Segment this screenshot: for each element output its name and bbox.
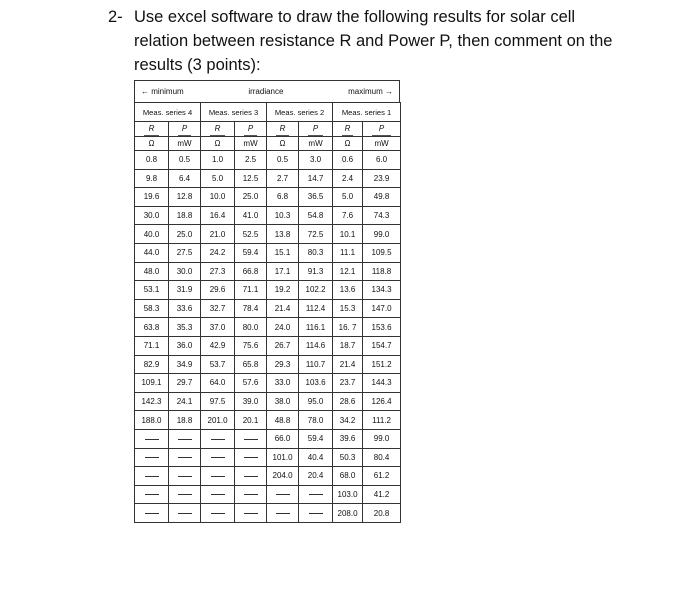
table-cell: 80.4 <box>363 448 401 467</box>
table-cell: 9.8 <box>135 169 169 188</box>
table-cell <box>235 448 267 467</box>
table-row <box>135 355 401 374</box>
table-cell: 0.6 <box>333 151 363 170</box>
table-cell: 7.6 <box>333 206 363 225</box>
table-cell: 37.0 <box>201 318 235 337</box>
table-cell: 3.0 <box>299 151 333 170</box>
table-cell: 48.8 <box>267 411 299 430</box>
table-cell: 0.8 <box>135 151 169 170</box>
table-cell: 66.8 <box>235 262 267 281</box>
table-cell: 33.6 <box>169 299 201 318</box>
table-cell: 66.0 <box>267 429 299 448</box>
table-cell: 10.0 <box>201 188 235 207</box>
table-row <box>135 299 401 318</box>
table-cell: 53.1 <box>135 281 169 300</box>
table-cell <box>169 504 201 523</box>
table-cell: 153.6 <box>363 318 401 337</box>
empty-dash <box>145 513 159 514</box>
empty-dash <box>178 513 192 514</box>
table-cell: 188.0 <box>135 411 169 430</box>
table-row <box>135 225 401 244</box>
var-header-p: P <box>235 122 267 137</box>
series-header: Meas. series 3 <box>201 103 267 122</box>
table-cell: 41.0 <box>235 206 267 225</box>
table-cell: 15.3 <box>333 299 363 318</box>
empty-dash <box>178 476 192 477</box>
table-cell: 10.3 <box>267 206 299 225</box>
table-cell: 34.9 <box>169 355 201 374</box>
table-cell: 26.7 <box>267 336 299 355</box>
table-cell <box>267 504 299 523</box>
table-cell: 23.7 <box>333 374 363 393</box>
table-cell <box>135 504 169 523</box>
table-cell: 110.7 <box>299 355 333 374</box>
table-cell: 53.7 <box>201 355 235 374</box>
table-cell: 27.3 <box>201 262 235 281</box>
table-cell: 21.4 <box>267 299 299 318</box>
table-row <box>135 318 401 337</box>
table-cell: 41.2 <box>363 485 401 504</box>
measurement-table-container <box>134 80 400 523</box>
table-cell: 18.7 <box>333 336 363 355</box>
table-cell: 58.3 <box>135 299 169 318</box>
table-row <box>135 374 401 393</box>
empty-dash <box>178 439 192 440</box>
table-cell: 102.2 <box>299 281 333 300</box>
table-row <box>135 504 401 523</box>
table-cell: 63.8 <box>135 318 169 337</box>
var-header-p: P <box>363 122 401 137</box>
table-cell: 50.3 <box>333 448 363 467</box>
table-row <box>135 485 401 504</box>
table-cell: 54.8 <box>299 206 333 225</box>
table-cell: 201.0 <box>201 411 235 430</box>
table-cell: 49.8 <box>363 188 401 207</box>
table-cell: 75.6 <box>235 336 267 355</box>
table-cell: 95.0 <box>299 392 333 411</box>
table-cell: 109.5 <box>363 243 401 262</box>
table-cell: 25.0 <box>235 188 267 207</box>
table-cell: 27.5 <box>169 243 201 262</box>
table-cell: 39.6 <box>333 429 363 448</box>
table-cell: 24.1 <box>169 392 201 411</box>
table-row <box>135 206 401 225</box>
irradiance-range-header <box>134 80 400 102</box>
table-cell: 20.4 <box>299 467 333 486</box>
table-cell: 6.4 <box>169 169 201 188</box>
table-cell: 2.4 <box>333 169 363 188</box>
table-cell <box>201 485 235 504</box>
table-cell: 71.1 <box>135 336 169 355</box>
empty-dash <box>244 494 258 495</box>
table-cell <box>201 467 235 486</box>
table-cell: 2.7 <box>267 169 299 188</box>
right-arrow-icon: → <box>384 87 393 96</box>
table-cell: 74.3 <box>363 206 401 225</box>
table-cell <box>235 429 267 448</box>
table-row <box>135 392 401 411</box>
left-arrow-icon: ← <box>141 87 149 96</box>
table-cell: 111.2 <box>363 411 401 430</box>
table-cell: 78.0 <box>299 411 333 430</box>
table-cell: 5.0 <box>333 188 363 207</box>
table-cell: 36.0 <box>169 336 201 355</box>
table-cell <box>169 485 201 504</box>
table-cell <box>169 429 201 448</box>
unit-header-r: Ω <box>267 137 299 151</box>
table-cell: 109.1 <box>135 374 169 393</box>
table-cell: 34.2 <box>333 411 363 430</box>
empty-dash <box>244 457 258 458</box>
var-header-r: R <box>333 122 363 137</box>
table-cell: 103.0 <box>333 485 363 504</box>
series-header: Meas. series 1 <box>333 103 401 122</box>
table-cell <box>235 467 267 486</box>
table-cell: 23.9 <box>363 169 401 188</box>
question-line-1: Use excel software to draw the following results for solar cell <box>134 8 576 26</box>
table-cell <box>135 485 169 504</box>
table-row <box>135 429 401 448</box>
table-cell: 78.4 <box>235 299 267 318</box>
empty-dash <box>211 439 225 440</box>
table-cell <box>169 467 201 486</box>
empty-dash <box>211 494 225 495</box>
minimum-label: ← minimum <box>141 87 184 96</box>
table-cell: 13.6 <box>333 281 363 300</box>
table-cell <box>135 467 169 486</box>
table-cell: 126.4 <box>363 392 401 411</box>
unit-header-r: Ω <box>201 137 235 151</box>
table-cell: 13.8 <box>267 225 299 244</box>
table-cell <box>235 504 267 523</box>
empty-dash <box>276 494 290 495</box>
table-cell: 80.3 <box>299 243 333 262</box>
table-cell: 142.3 <box>135 392 169 411</box>
empty-dash <box>178 494 192 495</box>
table-cell: 40.0 <box>135 225 169 244</box>
table-cell: 1.0 <box>201 151 235 170</box>
table-cell: 5.0 <box>201 169 235 188</box>
table-cell: 64.0 <box>201 374 235 393</box>
table-cell: 19.2 <box>267 281 299 300</box>
table-cell: 144.3 <box>363 374 401 393</box>
table-cell: 6.0 <box>363 151 401 170</box>
table-cell <box>299 485 333 504</box>
table-cell: 16. 7 <box>333 318 363 337</box>
table-cell: 97.5 <box>201 392 235 411</box>
empty-dash <box>244 476 258 477</box>
table-cell: 16.4 <box>201 206 235 225</box>
table-cell: 28.6 <box>333 392 363 411</box>
table-cell: 61.2 <box>363 467 401 486</box>
table-cell: 30.0 <box>169 262 201 281</box>
table-cell: 10.1 <box>333 225 363 244</box>
table-cell: 33.0 <box>267 374 299 393</box>
var-header-r: R <box>135 122 169 137</box>
series-header: Meas. series 2 <box>267 103 333 122</box>
table-cell: 204.0 <box>267 467 299 486</box>
table-cell: 80.0 <box>235 318 267 337</box>
var-header-p: P <box>299 122 333 137</box>
table-cell: 99.0 <box>363 225 401 244</box>
table-cell: 147.0 <box>363 299 401 318</box>
question-line-2: relation between resistance R and Power P, then comment on the <box>134 32 613 50</box>
empty-dash <box>276 513 290 514</box>
table-cell <box>201 429 235 448</box>
table-cell: 29.6 <box>201 281 235 300</box>
table-cell: 68.0 <box>333 467 363 486</box>
table-cell: 12.1 <box>333 262 363 281</box>
table-cell: 57.6 <box>235 374 267 393</box>
table-row <box>135 448 401 467</box>
table-cell: 20.8 <box>363 504 401 523</box>
table-cell: 24.0 <box>267 318 299 337</box>
table-cell: 21.4 <box>333 355 363 374</box>
series-header-row <box>135 103 401 122</box>
empty-dash <box>145 439 159 440</box>
table-cell: 15.1 <box>267 243 299 262</box>
unit-header-row <box>135 137 401 151</box>
table-cell: 38.0 <box>267 392 299 411</box>
question-line-3: results (3 points): <box>134 56 261 74</box>
table-cell: 118.8 <box>363 262 401 281</box>
table-cell: 18.8 <box>169 206 201 225</box>
table-cell: 134.3 <box>363 281 401 300</box>
table-cell <box>201 448 235 467</box>
table-cell: 36.5 <box>299 188 333 207</box>
irradiance-label: irradiance <box>248 87 284 96</box>
empty-dash <box>145 494 159 495</box>
table-row <box>135 411 401 430</box>
empty-dash <box>211 457 225 458</box>
table-row <box>135 467 401 486</box>
table-cell: 31.9 <box>169 281 201 300</box>
table-cell: 52.5 <box>235 225 267 244</box>
table-row <box>135 336 401 355</box>
table-row <box>135 243 401 262</box>
table-cell: 17.1 <box>267 262 299 281</box>
table-cell <box>267 485 299 504</box>
table-cell: 114.6 <box>299 336 333 355</box>
table-cell <box>135 429 169 448</box>
table-cell: 65.8 <box>235 355 267 374</box>
empty-dash <box>145 457 159 458</box>
table-cell: 112.4 <box>299 299 333 318</box>
table-cell: 29.3 <box>267 355 299 374</box>
table-cell: 154.7 <box>363 336 401 355</box>
table-cell: 91.3 <box>299 262 333 281</box>
table-cell: 32.7 <box>201 299 235 318</box>
table-cell: 59.4 <box>235 243 267 262</box>
table-cell: 40.4 <box>299 448 333 467</box>
table-cell: 6.8 <box>267 188 299 207</box>
series-header: Meas. series 4 <box>135 103 201 122</box>
empty-dash <box>244 513 258 514</box>
table-cell: 20.1 <box>235 411 267 430</box>
table-cell <box>235 485 267 504</box>
unit-header-p: mW <box>169 137 201 151</box>
table-cell: 42.9 <box>201 336 235 355</box>
table-cell: 39.0 <box>235 392 267 411</box>
unit-header-p: mW <box>299 137 333 151</box>
table-cell: 151.2 <box>363 355 401 374</box>
table-cell: 71.1 <box>235 281 267 300</box>
var-header-r: R <box>201 122 235 137</box>
table-cell: 12.5 <box>235 169 267 188</box>
table-row <box>135 281 401 300</box>
empty-dash <box>211 513 225 514</box>
table-cell: 24.2 <box>201 243 235 262</box>
table-cell <box>201 504 235 523</box>
maximum-label: maximum → <box>348 87 393 96</box>
table-cell: 44.0 <box>135 243 169 262</box>
table-cell: 29.7 <box>169 374 201 393</box>
table-cell: 14.7 <box>299 169 333 188</box>
table-cell: 30.0 <box>135 206 169 225</box>
empty-dash <box>211 476 225 477</box>
table-row <box>135 151 401 170</box>
table-cell <box>169 448 201 467</box>
question-number: 2- <box>108 8 123 26</box>
table-cell: 2.5 <box>235 151 267 170</box>
unit-header-p: mW <box>235 137 267 151</box>
table-cell: 0.5 <box>267 151 299 170</box>
empty-dash <box>178 457 192 458</box>
var-header-r: R <box>267 122 299 137</box>
table-cell: 21.0 <box>201 225 235 244</box>
table-cell: 0.5 <box>169 151 201 170</box>
table-cell <box>299 504 333 523</box>
table-row <box>135 262 401 281</box>
table-cell: 72.5 <box>299 225 333 244</box>
table-cell: 116.1 <box>299 318 333 337</box>
table-cell: 101.0 <box>267 448 299 467</box>
table-cell: 19.6 <box>135 188 169 207</box>
table-cell: 208.0 <box>333 504 363 523</box>
table-cell: 25.0 <box>169 225 201 244</box>
table-cell <box>135 448 169 467</box>
variable-header-row <box>135 122 401 137</box>
table-cell: 12.8 <box>169 188 201 207</box>
empty-dash <box>145 476 159 477</box>
measurement-table <box>134 102 401 523</box>
unit-header-p: mW <box>363 137 401 151</box>
empty-dash <box>309 513 323 514</box>
table-cell: 82.9 <box>135 355 169 374</box>
table-cell: 59.4 <box>299 429 333 448</box>
table-cell: 11.1 <box>333 243 363 262</box>
empty-dash <box>244 439 258 440</box>
table-row <box>135 188 401 207</box>
table-cell: 35.3 <box>169 318 201 337</box>
unit-header-r: Ω <box>333 137 363 151</box>
table-cell: 48.0 <box>135 262 169 281</box>
table-row <box>135 169 401 188</box>
table-cell: 18.8 <box>169 411 201 430</box>
table-cell: 103.6 <box>299 374 333 393</box>
empty-dash <box>309 494 323 495</box>
var-header-p: P <box>169 122 201 137</box>
unit-header-r: Ω <box>135 137 169 151</box>
table-cell: 99.0 <box>363 429 401 448</box>
